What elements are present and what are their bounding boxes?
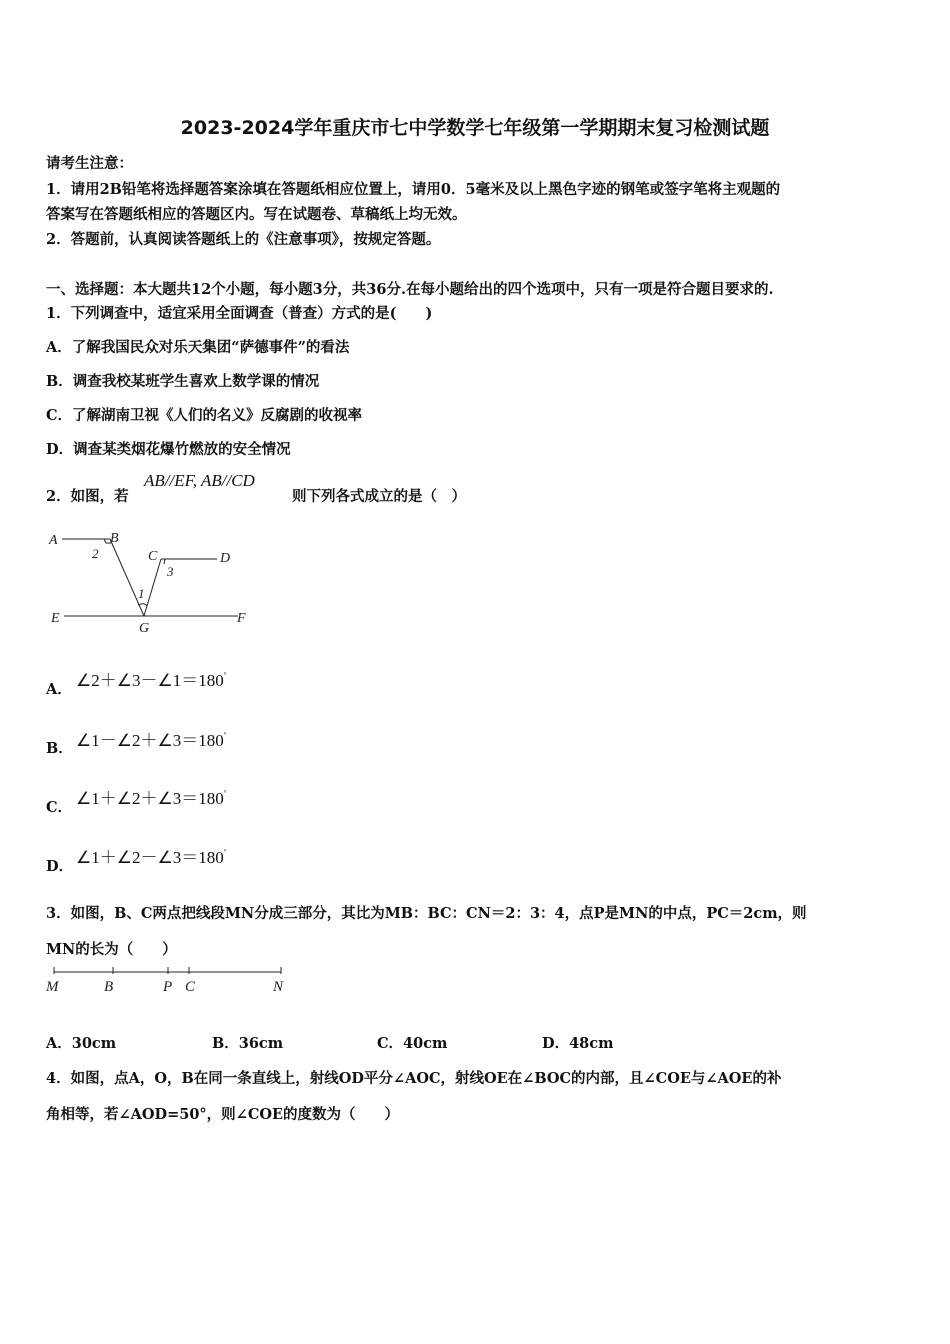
q2-option-a-expr: ∠2＋∠3－∠1＝180° xyxy=(76,671,227,690)
fig-label-angle-2: 2 xyxy=(92,546,99,561)
notice-item-1b: 答案写在答题纸相应的答题区内。写在试题卷、草稿纸上均无效。 xyxy=(46,206,467,223)
q1-option-a: A．了解我国民众对乐天集团“萨德事件”的看法 xyxy=(46,339,350,356)
notice-heading: 请考生注意： xyxy=(46,155,133,172)
q3-option-a: A．30cm xyxy=(46,1035,117,1052)
q2-stem-pre: 2．如图，若 xyxy=(46,488,129,505)
q3-stem-b: MN的长为（ ） xyxy=(46,941,177,958)
fig-label-c: C xyxy=(148,549,158,564)
q2-stem-math: AB//EF, AB//CD xyxy=(144,471,255,490)
section-1-heading: 一、选择题：本大题共12个小题，每小题3分，共36分.在每小题给出的四个选项中，只有一项是符合题目要求的. xyxy=(46,281,774,298)
fig-label-a: A xyxy=(49,533,58,548)
fig-label-b: B xyxy=(110,531,119,546)
q3-option-c: C．40cm xyxy=(377,1035,448,1052)
q3-figure xyxy=(44,962,294,998)
fig-label-d: D xyxy=(220,551,231,566)
q2-option-d-expr: ∠1＋∠2－∠3＝180° xyxy=(76,848,227,867)
fig-label-n: N xyxy=(273,979,284,995)
page-title: 2023-2024学年重庆市七中学数学七年级第一学期期末复习检测试题 xyxy=(180,117,770,139)
q2-option-c-expr: ∠1＋∠2＋∠3＝180° xyxy=(76,789,227,808)
q3-option-d: D．48cm xyxy=(542,1035,614,1052)
fig-label-e: E xyxy=(51,611,60,626)
q1-stem: 1．下列调查中，适宜采用全面调查（普查）方式的是( ) xyxy=(46,305,433,322)
fig-label-c: C xyxy=(185,979,196,995)
q3-stem-a: 3．如图，B、C两点把线段MN分成三部分，其比为MB：BC：CN＝2：3：4，点P是MN的中点，PC＝2cm，则 xyxy=(46,905,807,922)
notice-item-1a: 1．请用2B铅笔将选择题答案涂填在答题纸相应位置上，请用0．5毫米及以上黑色字迹的钢笔或签字笔将主观题的 xyxy=(46,181,781,198)
fig-label-f: F xyxy=(237,611,246,626)
q1-option-c: C．了解湖南卫视《人们的名义》反腐剧的收视率 xyxy=(46,407,363,424)
q2-option-a-letter: A． xyxy=(46,681,72,698)
fig-label-g: G xyxy=(139,621,150,636)
q2-figure xyxy=(40,522,270,637)
notice-item-2: 2．答题前，认真阅读答题纸上的《注意事项》，按规定答题。 xyxy=(46,231,441,248)
q2-option-c-letter: C． xyxy=(46,799,73,816)
q2-option-d-letter: D． xyxy=(46,858,74,875)
q2-option-b-expr: ∠1－∠2＋∠3＝180° xyxy=(76,731,227,750)
fig-label-p: P xyxy=(163,979,173,995)
q2-stem-post: 则下列各式成立的是（ ） xyxy=(292,488,466,505)
fig-label-m: M xyxy=(46,979,59,995)
fig-label-b: B xyxy=(104,979,114,995)
fig-label-angle-1: 1 xyxy=(138,586,145,601)
q2-option-b-letter: B． xyxy=(46,740,73,757)
q4-stem-b: 角相等，若∠AOD=50°，则∠COE的度数为（ ） xyxy=(46,1106,400,1123)
fig-label-angle-3: 3 xyxy=(167,564,174,579)
q1-option-b: B．调查我校某班学生喜欢上数学课的情况 xyxy=(46,373,320,390)
q4-stem-a: 4．如图，点A，O，B在同一条直线上，射线OD平分∠AOC，射线OE在∠BOC的内部，且∠COE与∠AOE的补 xyxy=(46,1070,782,1087)
q3-option-b: B．36cm xyxy=(212,1035,284,1052)
q1-option-d: D．调查某类烟花爆竹燃放的安全情况 xyxy=(46,441,291,458)
